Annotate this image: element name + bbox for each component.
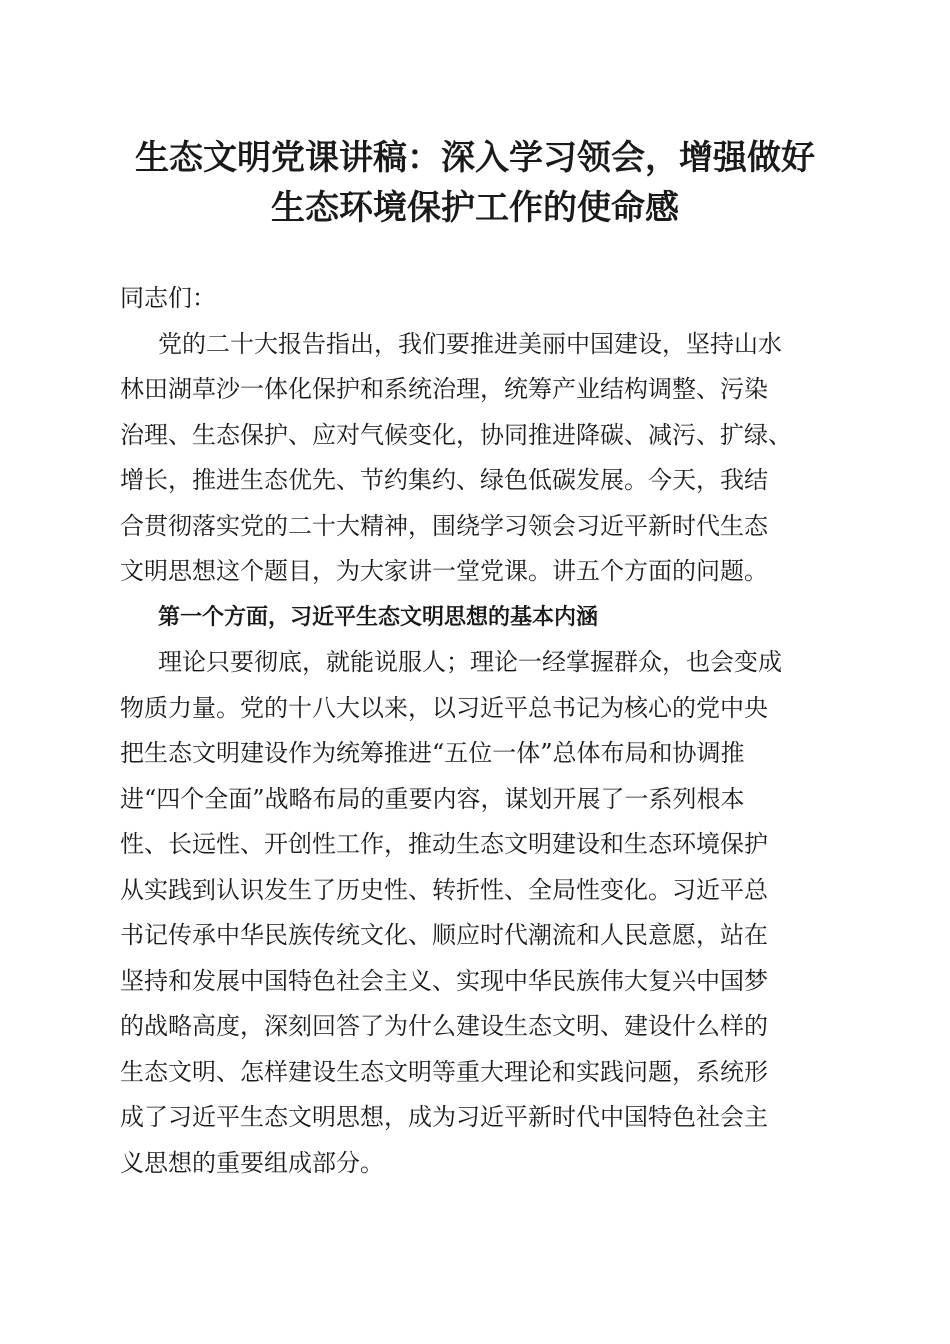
paragraph-line: 理论只要彻底，就能说服人；理论一经掌握群众，也会变成 [158, 648, 782, 676]
paragraph-line: 从实践到认识发生了历史性、转折性、全局性变化。习近平总 [120, 875, 768, 904]
paragraph-line: 增长，推进生态优先、节约集约、绿色低碳发展。今天，我结 [120, 466, 768, 494]
paragraph-line: 成了习近平生态文明思想，成为习近平新时代中国特色社会主 [120, 1103, 768, 1131]
paragraph-section1 [120, 640, 832, 1186]
title-line-2: 生态环境保护工作的使命感 [271, 188, 679, 228]
paragraph-line: 生态文明、怎样建设生态文明等重大理论和实践问题，系统形 [120, 1057, 768, 1086]
salutation: 同志们： [120, 284, 216, 312]
paragraph-line: 合贯彻落实党的二十大精神，围绕学习领会习近平新时代生态 [120, 511, 768, 540]
paragraph-line: 性、长远性、开创性工作，推动生态文明建设和生态环境保护 [120, 830, 768, 858]
paragraph-line: 把生态文明建设作为统筹推进“五位一体”总体布局和协调推 [120, 739, 745, 767]
paragraph-line: 书记传承中华民族传统文化、顺应时代潮流和人民意愿，站在 [120, 921, 768, 949]
paragraph-line: 进“四个全面”战略布局的重要内容，谋划开展了一系列根本 [120, 784, 745, 813]
paragraph-line: 物质力量。党的十八大以来，以习近平总书记为核心的党中央 [120, 693, 768, 722]
paragraph-line: 党的二十大报告指出，我们要推进美丽中国建设，坚持山水 [158, 329, 782, 358]
section-heading: 第一个方面，习近平生态文明思想的基本内涵 [158, 603, 599, 630]
paragraph-intro [120, 322, 832, 595]
document-body [120, 276, 832, 1186]
paragraph-line: 治理、生态保护、应对气候变化，协同推进降碳、减污、扩绿、 [120, 420, 792, 449]
paragraph-line: 林田湖草沙一体化保护和系统治理，统筹产业结构调整、污染 [120, 375, 768, 403]
paragraph-line: 文明思想这个题目，为大家讲一堂党课。讲五个方面的问题。 [120, 557, 768, 585]
paragraph-line: 坚持和发展中国特色社会主义、实现中华民族伟大复兴中国梦 [120, 966, 768, 995]
title-line-1: 生态文明党课讲稿：深入学习领会，增强做好 [135, 138, 815, 178]
paragraph-line: 义思想的重要组成部分。 [120, 1148, 384, 1177]
document-title [100, 133, 850, 233]
paragraph-line: 的战略高度，深刻回答了为什么建设生态文明、建设什么样的 [120, 1012, 768, 1040]
